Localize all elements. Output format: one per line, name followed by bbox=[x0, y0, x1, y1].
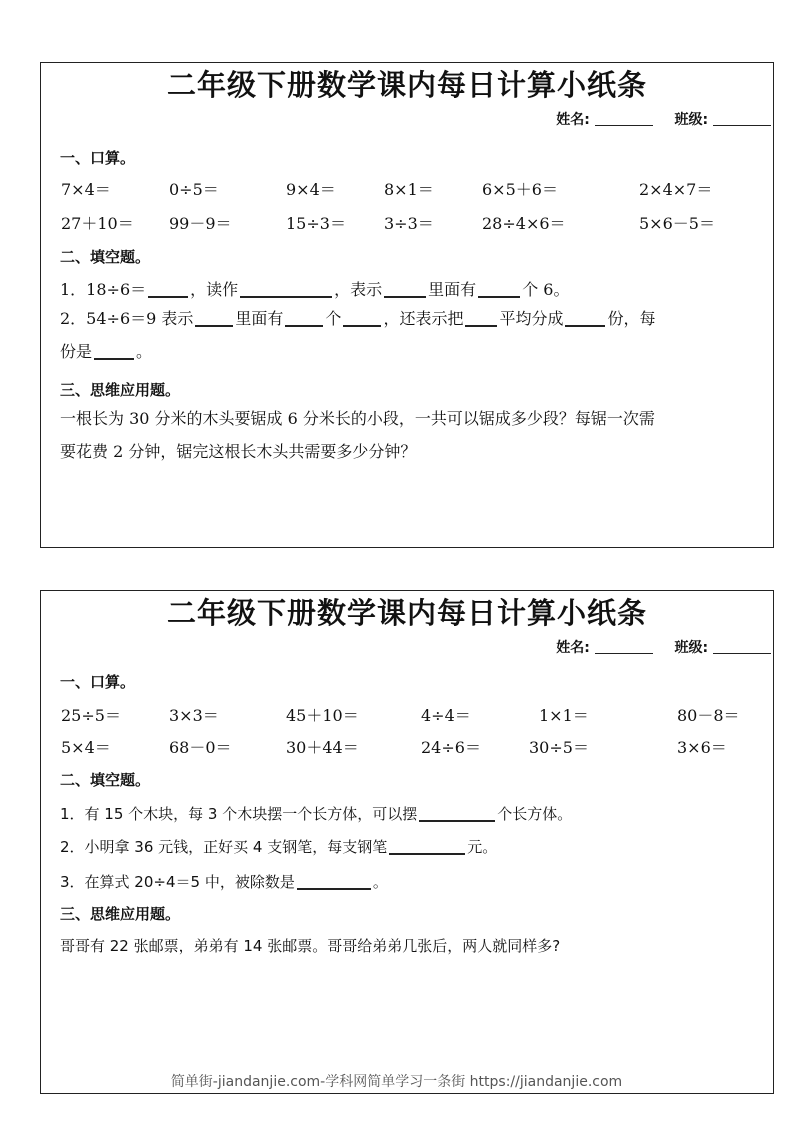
name-field[interactable] bbox=[595, 639, 653, 654]
name-field[interactable] bbox=[595, 111, 653, 126]
word-problem-line: 要花费 2 分钟，锯完这根长木头共需要多少分钟？ bbox=[60, 442, 417, 461]
oral-row-1 bbox=[41, 177, 773, 199]
oral-row-2 bbox=[41, 735, 773, 757]
answer-blank[interactable] bbox=[297, 872, 371, 890]
oral-item: 99－9＝ bbox=[169, 214, 232, 233]
oral-item: 45＋10＝ bbox=[286, 706, 359, 725]
fill-question-2: 2．小明拿 36 元钱，正好买 4 支钢笔，每支钢笔 元。 bbox=[60, 838, 498, 856]
card1-title: 二年级下册数学课内每日计算小纸条 bbox=[166, 68, 647, 102]
name-label: 姓名: bbox=[556, 112, 590, 128]
class-field[interactable] bbox=[713, 639, 771, 654]
worksheet-card-2 bbox=[40, 590, 774, 1094]
section-word-problem: 三、思维应用题。 bbox=[60, 905, 181, 923]
oral-item: 30÷5＝ bbox=[529, 738, 589, 757]
oral-item: 7×4＝ bbox=[61, 180, 111, 199]
worksheet-card-1 bbox=[40, 62, 774, 548]
section-word-problem: 三、思维应用题。 bbox=[60, 381, 181, 399]
card2-meta bbox=[556, 637, 771, 657]
oral-item: 4÷4＝ bbox=[421, 706, 471, 725]
oral-item: 68－0＝ bbox=[169, 738, 232, 757]
oral-item: 6×5＋6＝ bbox=[482, 180, 558, 199]
card2-title: 二年级下册数学课内每日计算小纸条 bbox=[166, 596, 647, 630]
footer-watermark: 简单街-jiandanjie.com-学科网简单学习一条街 https://jiandanjie.com bbox=[170, 1074, 623, 1090]
class-field[interactable] bbox=[713, 111, 771, 126]
answer-blank[interactable] bbox=[94, 342, 134, 360]
answer-blank[interactable] bbox=[240, 280, 332, 298]
section-oral: 一、口算。 bbox=[60, 673, 136, 691]
oral-item: 24÷6＝ bbox=[421, 738, 481, 757]
fill-question-1: 1．有 15 个木块，每 3 个木块摆一个长方体，可以摆 个长方体。 bbox=[60, 805, 573, 823]
oral-item: 3×3＝ bbox=[169, 706, 219, 725]
oral-row-1 bbox=[41, 703, 773, 725]
answer-blank[interactable] bbox=[285, 309, 323, 327]
word-problem-line: 哥哥有 22 张邮票，弟弟有 14 张邮票。哥哥给弟弟几张后，两人就同样多? bbox=[60, 937, 561, 955]
answer-blank[interactable] bbox=[478, 280, 520, 298]
class-label: 班级: bbox=[674, 640, 709, 656]
class-label: 班级: bbox=[674, 112, 709, 128]
card1-meta bbox=[556, 109, 771, 129]
section-fill: 二、填空题。 bbox=[60, 248, 151, 266]
answer-blank[interactable] bbox=[465, 309, 497, 327]
oral-item: 3×6＝ bbox=[677, 738, 727, 757]
answer-blank[interactable] bbox=[148, 280, 188, 298]
oral-item: 5×6－5＝ bbox=[639, 214, 715, 233]
oral-item: 3÷3＝ bbox=[384, 214, 434, 233]
answer-blank[interactable] bbox=[195, 309, 233, 327]
word-problem bbox=[60, 402, 773, 468]
oral-item: 8×1＝ bbox=[384, 180, 434, 199]
oral-item: 28÷4×6＝ bbox=[482, 214, 566, 233]
word-problem-line: 一根长为 30 分米的木头要锯成 6 分米长的小段，一共可以锯成多少段？每锯一次需 bbox=[60, 409, 655, 428]
oral-item: 5×4＝ bbox=[61, 738, 111, 757]
answer-blank[interactable] bbox=[343, 309, 381, 327]
oral-item: 80－8＝ bbox=[677, 706, 740, 725]
answer-blank[interactable] bbox=[389, 837, 465, 855]
oral-item: 2×4×7＝ bbox=[639, 180, 713, 199]
fill-question-1: 1．18÷6＝ ，读作 ，表示 里面有 个 6。 bbox=[60, 280, 570, 299]
oral-item: 27＋10＝ bbox=[61, 214, 134, 233]
section-oral: 一、口算。 bbox=[60, 149, 136, 167]
oral-item: 1×1＝ bbox=[539, 706, 589, 725]
oral-item: 15÷3＝ bbox=[286, 214, 346, 233]
oral-row-2 bbox=[41, 211, 773, 233]
name-label: 姓名: bbox=[556, 640, 590, 656]
answer-blank[interactable] bbox=[384, 280, 426, 298]
fill-question-2: 2．54÷6＝9 表示 里面有 个 ，还表示把 平均分成 份，每 份是 。 bbox=[60, 309, 656, 361]
fill-question-3: 3．在算式 20÷4＝5 中，被除数是 。 bbox=[60, 873, 388, 891]
answer-blank[interactable] bbox=[565, 309, 605, 327]
oral-item: 9×4＝ bbox=[286, 180, 336, 199]
oral-item: 0÷5＝ bbox=[169, 180, 219, 199]
section-fill: 二、填空题。 bbox=[60, 771, 151, 789]
oral-item: 25÷5＝ bbox=[61, 706, 121, 725]
answer-blank[interactable] bbox=[419, 804, 495, 822]
oral-item: 30＋44＝ bbox=[286, 738, 359, 757]
